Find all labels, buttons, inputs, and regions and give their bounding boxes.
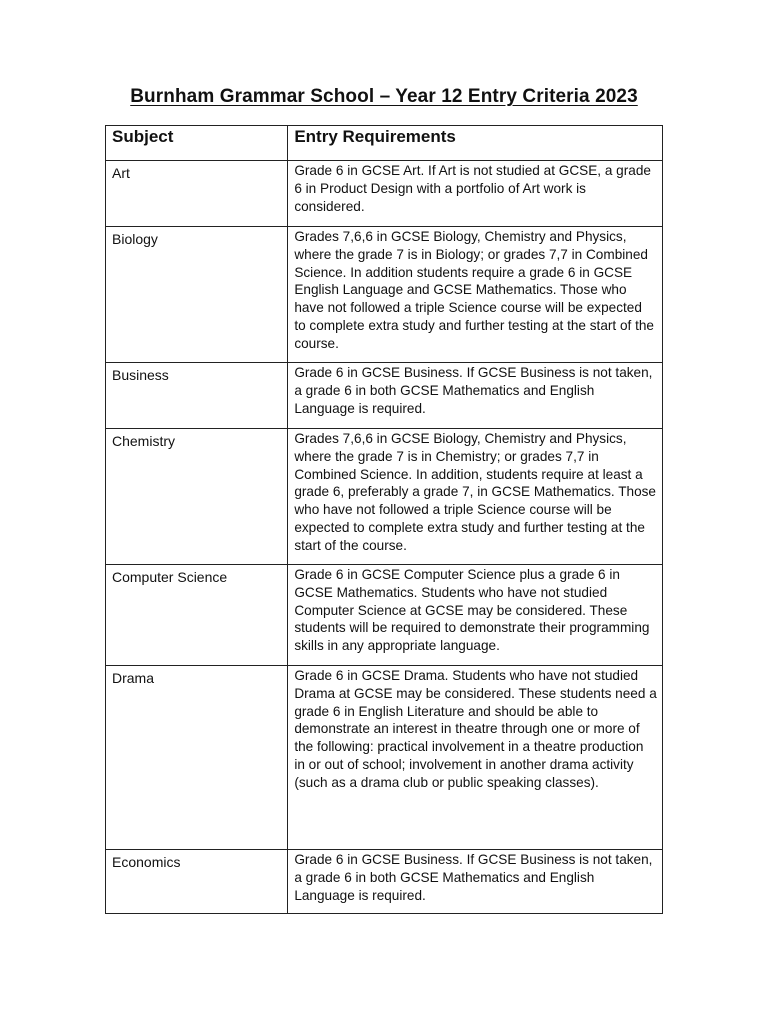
subject-cell: Chemistry <box>106 429 288 565</box>
requirements-cell: Grade 6 in GCSE Drama. Students who have not studied Drama at GCSE may be considered. These students need a grade 6 in English Literature and should be able to demonstrate an interest in theatre through one or more of the following: practical involvement in a theatre production in or out of school; involvement in another drama activity (such as a drama club or public speaking classes). <box>288 666 663 850</box>
subject-column-header: Subject <box>106 126 288 161</box>
table-row <box>106 666 663 850</box>
requirements-cell: Grade 6 in GCSE Art. If Art is not studied at GCSE, a grade 6 in Product Design with a portfolio of Art work is considered. <box>288 161 663 227</box>
table-row <box>106 161 663 227</box>
subject-cell: Art <box>106 161 288 227</box>
requirements-cell: Grade 6 in GCSE Business. If GCSE Business is not taken, a grade 6 in both GCSE Mathematics and English Language is required. <box>288 363 663 429</box>
table-header-row <box>106 126 663 161</box>
subject-cell: Economics <box>106 850 288 914</box>
requirements-cell: Grade 6 in GCSE Computer Science plus a grade 6 in GCSE Mathematics. Students who have not studied Computer Science at GCSE may be considered. These students will be required to demonstrate their programming skills in any appropriate language. <box>288 565 663 666</box>
requirements-cell: Grades 7,6,6 in GCSE Biology, Chemistry and Physics, where the grade 7 is in Chemistry; or grades 7,7 in Combined Science. In addition, students require at least a grade 6, preferably a grade 7, in GCSE Mathematics. Those who have not followed a triple Science course will be expected to complete extra study and further testing at the start of the course. <box>288 429 663 565</box>
page-title: Burnham Grammar School – Year 12 Entry Criteria 2023 <box>130 86 638 107</box>
table-row <box>106 429 663 565</box>
table-row <box>106 850 663 914</box>
table-row <box>106 227 663 363</box>
subject-cell: Computer Science <box>106 565 288 666</box>
subject-cell: Drama <box>106 666 288 850</box>
entry-criteria-table <box>105 125 663 914</box>
requirements-cell: Grade 6 in GCSE Business. If GCSE Business is not taken, a grade 6 in both GCSE Mathematics and English Language is required. <box>288 850 663 914</box>
subject-cell: Business <box>106 363 288 429</box>
table-row <box>106 565 663 666</box>
requirements-column-header: Entry Requirements <box>288 126 663 161</box>
subject-cell: Biology <box>106 227 288 363</box>
requirements-cell: Grades 7,6,6 in GCSE Biology, Chemistry and Physics, where the grade 7 is in Biology; or grades 7,7 in Combined Science. In addition students require a grade 6 in GCSE English Language and GCSE Mathematics. Those who have not followed a triple Science course will be expected to complete extra study and further testing at the start of the course. <box>288 227 663 363</box>
table-row <box>106 363 663 429</box>
